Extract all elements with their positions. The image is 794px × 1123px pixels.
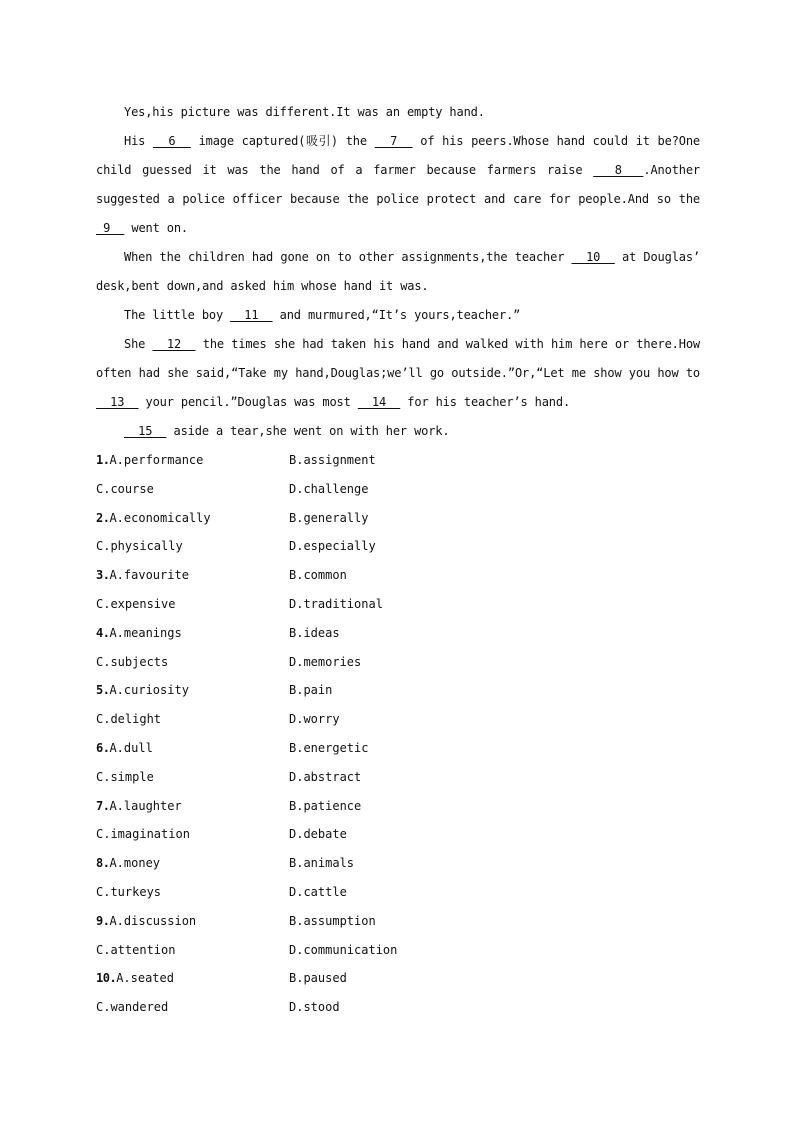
option-row (96, 936, 700, 965)
passage-paragraph-6 (96, 417, 700, 446)
option-row (96, 504, 700, 533)
option-5a: A.curiosity (109, 683, 189, 698)
answer-options (96, 446, 700, 1022)
question-number-6: 6. (96, 740, 110, 755)
passage-paragraph-2 (96, 127, 700, 243)
passage-text: at Douglas’ desk,bent down,and asked him whose hand it was. (96, 250, 700, 293)
blank-6: 6 (152, 134, 191, 148)
option-6d: D.abstract (289, 769, 362, 784)
question-number-4: 4. (96, 625, 110, 640)
passage-paragraph-5 (96, 330, 700, 417)
option-9a: A.discussion (109, 913, 197, 928)
option-row (96, 993, 700, 1022)
passage-text: went on. (124, 221, 188, 235)
option-8a: A.money (109, 856, 161, 871)
option-4d: D.memories (289, 654, 362, 669)
option-row (96, 734, 700, 763)
option-row (96, 676, 700, 705)
option-2b: B.generally (289, 510, 369, 525)
option-1c: C.course (96, 481, 154, 496)
blank-11: 11 (230, 308, 273, 322)
option-7a: A.laughter (109, 798, 182, 813)
option-row (96, 590, 700, 619)
question-number-1: 1. (96, 453, 110, 467)
option-row (96, 763, 700, 792)
option-2a: A.economically (109, 510, 211, 525)
option-8d: D.cattle (289, 884, 347, 899)
option-2d: D.especially (289, 539, 376, 554)
option-row (96, 705, 700, 734)
option-9c: C.attention (96, 942, 176, 957)
option-3a: A.favourite (109, 568, 189, 583)
option-row (96, 561, 700, 590)
blank-13: 13 (96, 395, 139, 409)
passage-text: your pencil.”Douglas was most (138, 395, 358, 409)
option-row (96, 648, 700, 677)
passage-text: The little boy (124, 308, 231, 322)
option-1d: D.challenge (289, 481, 369, 496)
option-5b: B.pain (289, 683, 333, 698)
option-9b: B.assumption (289, 913, 376, 928)
passage-text: for his teacher’s hand. (400, 395, 571, 409)
option-row (96, 475, 700, 504)
question-number-10: 10. (96, 971, 117, 986)
option-9d: D.communication (289, 942, 398, 957)
option-row (96, 820, 700, 849)
question-number-3: 3. (96, 568, 110, 583)
passage-paragraph-4 (96, 301, 700, 330)
option-row (96, 619, 700, 648)
option-5d: D.worry (289, 712, 340, 727)
passage-text: .Another suggested a police officer because the police protect and care for people.And so the (96, 163, 700, 206)
question-number-7: 7. (96, 798, 110, 813)
question-number-9: 9. (96, 913, 110, 928)
blank-9: _9 (96, 221, 125, 235)
option-6b: B.energetic (289, 740, 369, 755)
option-6c: C.simple (96, 769, 154, 784)
option-1b: B.assignment (289, 453, 376, 467)
option-4c: C.subjects (96, 654, 169, 669)
passage-text: Yes,his picture was different.It was an empty hand. (124, 105, 485, 119)
option-row (96, 878, 700, 907)
passage-text: His (124, 134, 153, 148)
option-6a: A.dull (109, 740, 153, 755)
option-row (96, 849, 700, 878)
option-10d: D.stood (289, 1000, 340, 1015)
option-1a: A.performance (109, 453, 204, 467)
blank-7: 7 (374, 134, 413, 148)
option-8b: B.animals (289, 856, 355, 871)
question-number-2: 2. (96, 510, 110, 525)
passage-text: and murmured,“It’s yours,teacher.” (272, 308, 521, 322)
passage-paragraph-1 (96, 98, 700, 127)
option-row (96, 446, 700, 475)
passage-text: the times she had taken his hand and walked with him here or there.How often had she said,“Take my hand,Douglas;we’ll go outside.”Or,“Let me show you how to (96, 337, 700, 380)
option-7d: D.debate (289, 827, 347, 842)
option-7b: B.patience (289, 798, 362, 813)
option-7c: C.imagination (96, 827, 190, 842)
passage-text: of his peers.Whose hand could it be?One child guessed it was the hand of a farmer because farmers raise (96, 134, 701, 177)
option-row (96, 907, 700, 936)
option-3b: B.common (289, 568, 347, 583)
blank-10: 10 (571, 250, 615, 264)
passage-text: image captured(吸引) the (190, 134, 375, 148)
option-8c: C.turkeys (96, 884, 162, 899)
option-row (96, 792, 700, 821)
passage-text: She (124, 337, 153, 351)
blank-12: 12 (152, 337, 196, 351)
option-4b: B.ideas (289, 625, 340, 640)
passage-text: When the children had gone on to other assignments,the teacher (124, 250, 572, 264)
option-5c: C.delight (96, 712, 162, 727)
blank-15: 15 (124, 424, 167, 438)
option-3c: C.expensive (96, 596, 176, 611)
question-number-8: 8. (96, 856, 110, 871)
blank-8: 8 (593, 163, 644, 177)
question-number-5: 5. (96, 683, 110, 698)
blank-14: 14 (357, 395, 401, 409)
option-10c: C.wandered (96, 1000, 169, 1015)
passage-paragraph-3 (96, 243, 700, 301)
option-2c: C.physically (96, 539, 183, 554)
option-3d: D.traditional (289, 596, 383, 611)
document-page (96, 98, 700, 1022)
option-row (96, 532, 700, 561)
passage-text: aside a tear,she went on with her work. (166, 424, 450, 438)
option-4a: A.meanings (109, 625, 182, 640)
option-10a: A.seated (116, 971, 174, 986)
option-row (96, 964, 700, 993)
option-10b: B.paused (289, 971, 347, 986)
